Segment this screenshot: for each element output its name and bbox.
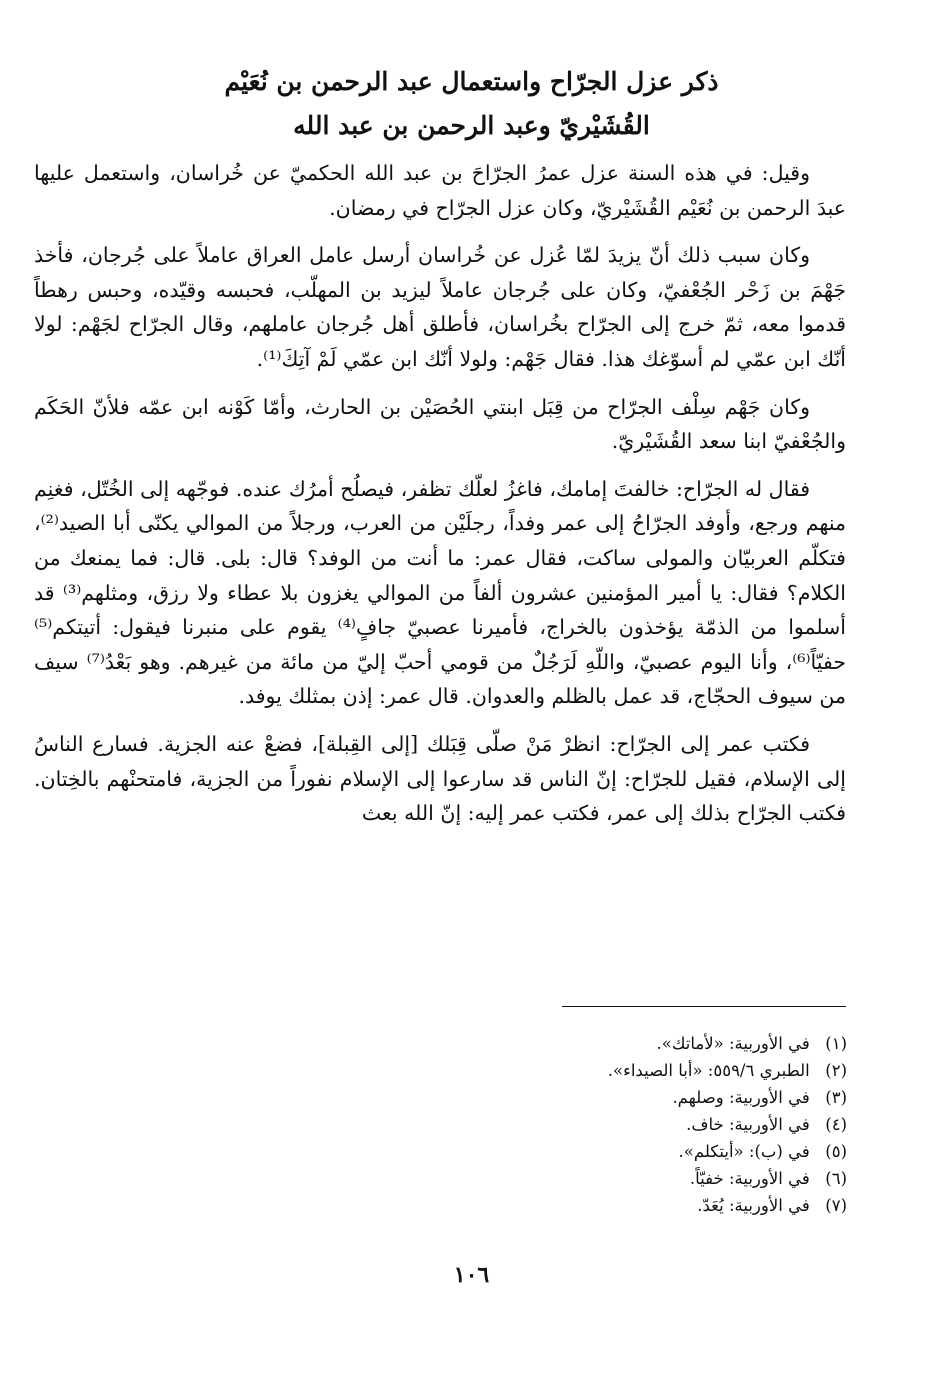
heading-line-2: القُشَيْريّ وعبد الرحمن بن عبد الله <box>293 111 650 140</box>
footnote-number: (٥) <box>825 1142 847 1161</box>
footnote-item <box>327 1138 847 1165</box>
section-heading <box>80 60 863 148</box>
footnote-text: في الأوربية: خاف. <box>686 1115 810 1134</box>
footnote-item <box>327 1030 847 1057</box>
footnote-number: (٤) <box>825 1115 847 1134</box>
footnote-text: في الأوربية: يُعَدّ. <box>697 1196 810 1215</box>
heading-line-1: ذكر عزل الجرّاح واستعمال عبد الرحمن بن نُعَيْم <box>224 67 719 96</box>
footnote-text: في الأوربية: وصلهم. <box>672 1088 810 1107</box>
footnote-separator <box>562 1006 846 1007</box>
footnotes-list <box>327 1030 847 1219</box>
footnote-text: في الأوربية: «لأماتك». <box>656 1034 810 1053</box>
footnote-item <box>327 1084 847 1111</box>
paragraph-3: وكان جَهْم سِلْف الجرّاح من قِبَل ابنتي الحُصَيْن بن الحارث، وأمّا كَوْنه ابن عمّه فلأنّ الحَكَم والجُعْفيّ ابنا سعد القُشَيْريّ. <box>34 394 846 454</box>
footnote-number: (٣) <box>825 1088 847 1107</box>
footnote-number: (٧) <box>825 1196 847 1215</box>
footnote-number: (٢) <box>825 1061 847 1080</box>
footnote-text: الطبري ٥٥٩/٦: «أبا الصيداء». <box>607 1061 810 1080</box>
footnote-text: في الأوربية: خفيّاً. <box>689 1169 810 1188</box>
footnote-number: (٦) <box>825 1169 847 1188</box>
footnote-item <box>327 1165 847 1192</box>
body-text <box>34 156 846 844</box>
footnote-item <box>327 1057 847 1084</box>
paragraph-5: فكتب عمر إلى الجرّاح: انظرْ مَنْ صلّى قِبَلك [إلى القِبلة]، فضعْ عنه الجزية. فسارع الناسُ إلى الإسلام، فقيل للجرّاح: إنّ الناس قد سارعوا إلى الإسلام نفوراً من الجزية، فامتحنْهم بالخِتان. فكتب الجرّاح بذلك إلى عمر، فكتب عمر إليه: إنّ الله بعث <box>34 731 846 826</box>
footnote-text: في (ب): «أيتكلم». <box>678 1142 810 1161</box>
paragraph-2: وكان سبب ذلك أنّ يزيدَ لمّا عُزل عن خُراسان أرسل عامل العراق عاملاً على جُرجان، فأخذ جَهْمَ بن زَحْر الجُعْفيّ، وكان على جُرجان عاملاً ليزيد بن المهلّب، فحبسه وقيّده، وحبس رهطاً قدموا معه، ثمّ خرج إلى الجرّاح بخُراسان، فأطلق أهل جُرجان عاملهم، وقال الجرّاح لجَهْم: لولا أنّك ابن عمّي لم أسوّغك هذا. فقال جَهْم: ولولا أنّك ابن عمّي لَمْ آتِكَ⁽¹⁾. <box>34 243 846 371</box>
footnote-number: (١) <box>825 1034 847 1053</box>
paragraph-4: فقال له الجرّاح: خالفتَ إمامك، فاغزُ لعلّك تظفر، فيصلُح أمرُك عنده. فوجّهه إلى الخُتّل، فغنِم منهم ورجع، وأوفد الجرّاحُ إلى عمر وفداً، رجلَيْن من العرب، ورجلاً من الموالي يكنّى أبا الصيد⁽²⁾، فتكلّم العربيّان والمولى ساكت، فقال عمر: ما أنت من الوفد؟ قال: بلى. قال: فما يمنعك من الكلام؟ فقال: يا أمير المؤمنين عشرون ألفاً من الموالي يغزون بلا عطاء ولا رزق، ومثلهم⁽³⁾ قد أسلموا من الذمّة يؤخذون بالخراج، فأميرنا عصبيّ جافٍ⁽⁴⁾ يقوم على منبرنا فيقول: أتيتكم⁽⁵⁾ حفيّاً⁽⁶⁾، وأنا اليوم عصبيّ، واللّهِ لَرَجُلٌ من قومي أحبّ إليّ من مائة من غيرهم. وهو بَعْدُ⁽⁷⁾ سيف من سيوف الحجّاج، قد عمل بالظلم والعدوان. قال عمر: إذن بمثلك يوفد. <box>34 476 846 709</box>
paragraph-1: وقيل: في هذه السنة عزل عمرُ الجرّاحَ بن عبد الله الحكميّ عن خُراسان، واستعمل عليها عبدَ الرحمن بن نُعَيْم القُشَيْريّ، وكان عزل الجرّاح في رمضان. <box>34 161 846 220</box>
footnote-item <box>327 1192 847 1219</box>
footnote-item <box>327 1111 847 1138</box>
page-number: ١٠٦ <box>453 1262 490 1288</box>
